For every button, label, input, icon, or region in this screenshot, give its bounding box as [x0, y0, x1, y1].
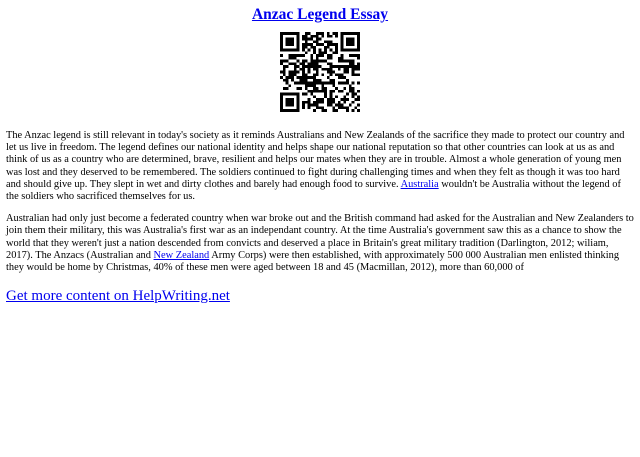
paragraph-1-text-a: The Anzac legend is still relevant in today's society as it reminds Australians and New Zealands of the sacrifice they made to protect our country and let us live in freedom. The legend defines our national identity and helps shape our national reputation so that other countries can look at us as and think of us as a country who are determined, brave, resilient and helps our mates when they are in trouble. Almost a whole generation of young men was lost and they deserved to be remembered. The soldiers continued to fight during challenging times and when they felt as though it was too hard and should give up. They slept in wet and dirty clothes and barely had enough food to survive.	[6, 130, 625, 190]
paragraph-1	[6, 130, 634, 203]
paragraph-2-text-a: Australian had only just become a federated country when war broke out and the British command had asked for the Australian and New Zealanders to join them their military, this was Australia's first war as an independant country. At the time Australia's government saw this as a chance to show the world that they weren't just a nation descended from convicts and deserved a place in Britain's great military tradition (Darlington, 2012; wiliam, 2017). The Anzacs (Australian and	[6, 213, 634, 261]
qr-code-container	[6, 32, 634, 112]
document-title-link[interactable]: Anzac Legend Essay	[251, 6, 389, 23]
qr-code-icon	[280, 32, 360, 112]
paragraph-1-text-b: wouldn't be Australia without the legend of the soldiers who sacrificed themselves for us.	[6, 178, 621, 203]
paragraph-2	[6, 213, 634, 274]
document-page	[0, 5, 640, 457]
document-title	[6, 5, 634, 25]
get-more-content-link[interactable]: Get more content on HelpWriting.net	[6, 288, 230, 305]
paragraph-2-text-b: Army Corps) were then established, with approximately 500 000 Australian men enlisted thinking they would be home by Christmas, 40% of these men were aged between 18 and 45 (Macmillan, 2012), more than 60,000 of	[6, 249, 620, 274]
link-new-zealand[interactable]: New Zealand	[153, 249, 210, 261]
link-australia[interactable]: Australia	[400, 178, 439, 190]
